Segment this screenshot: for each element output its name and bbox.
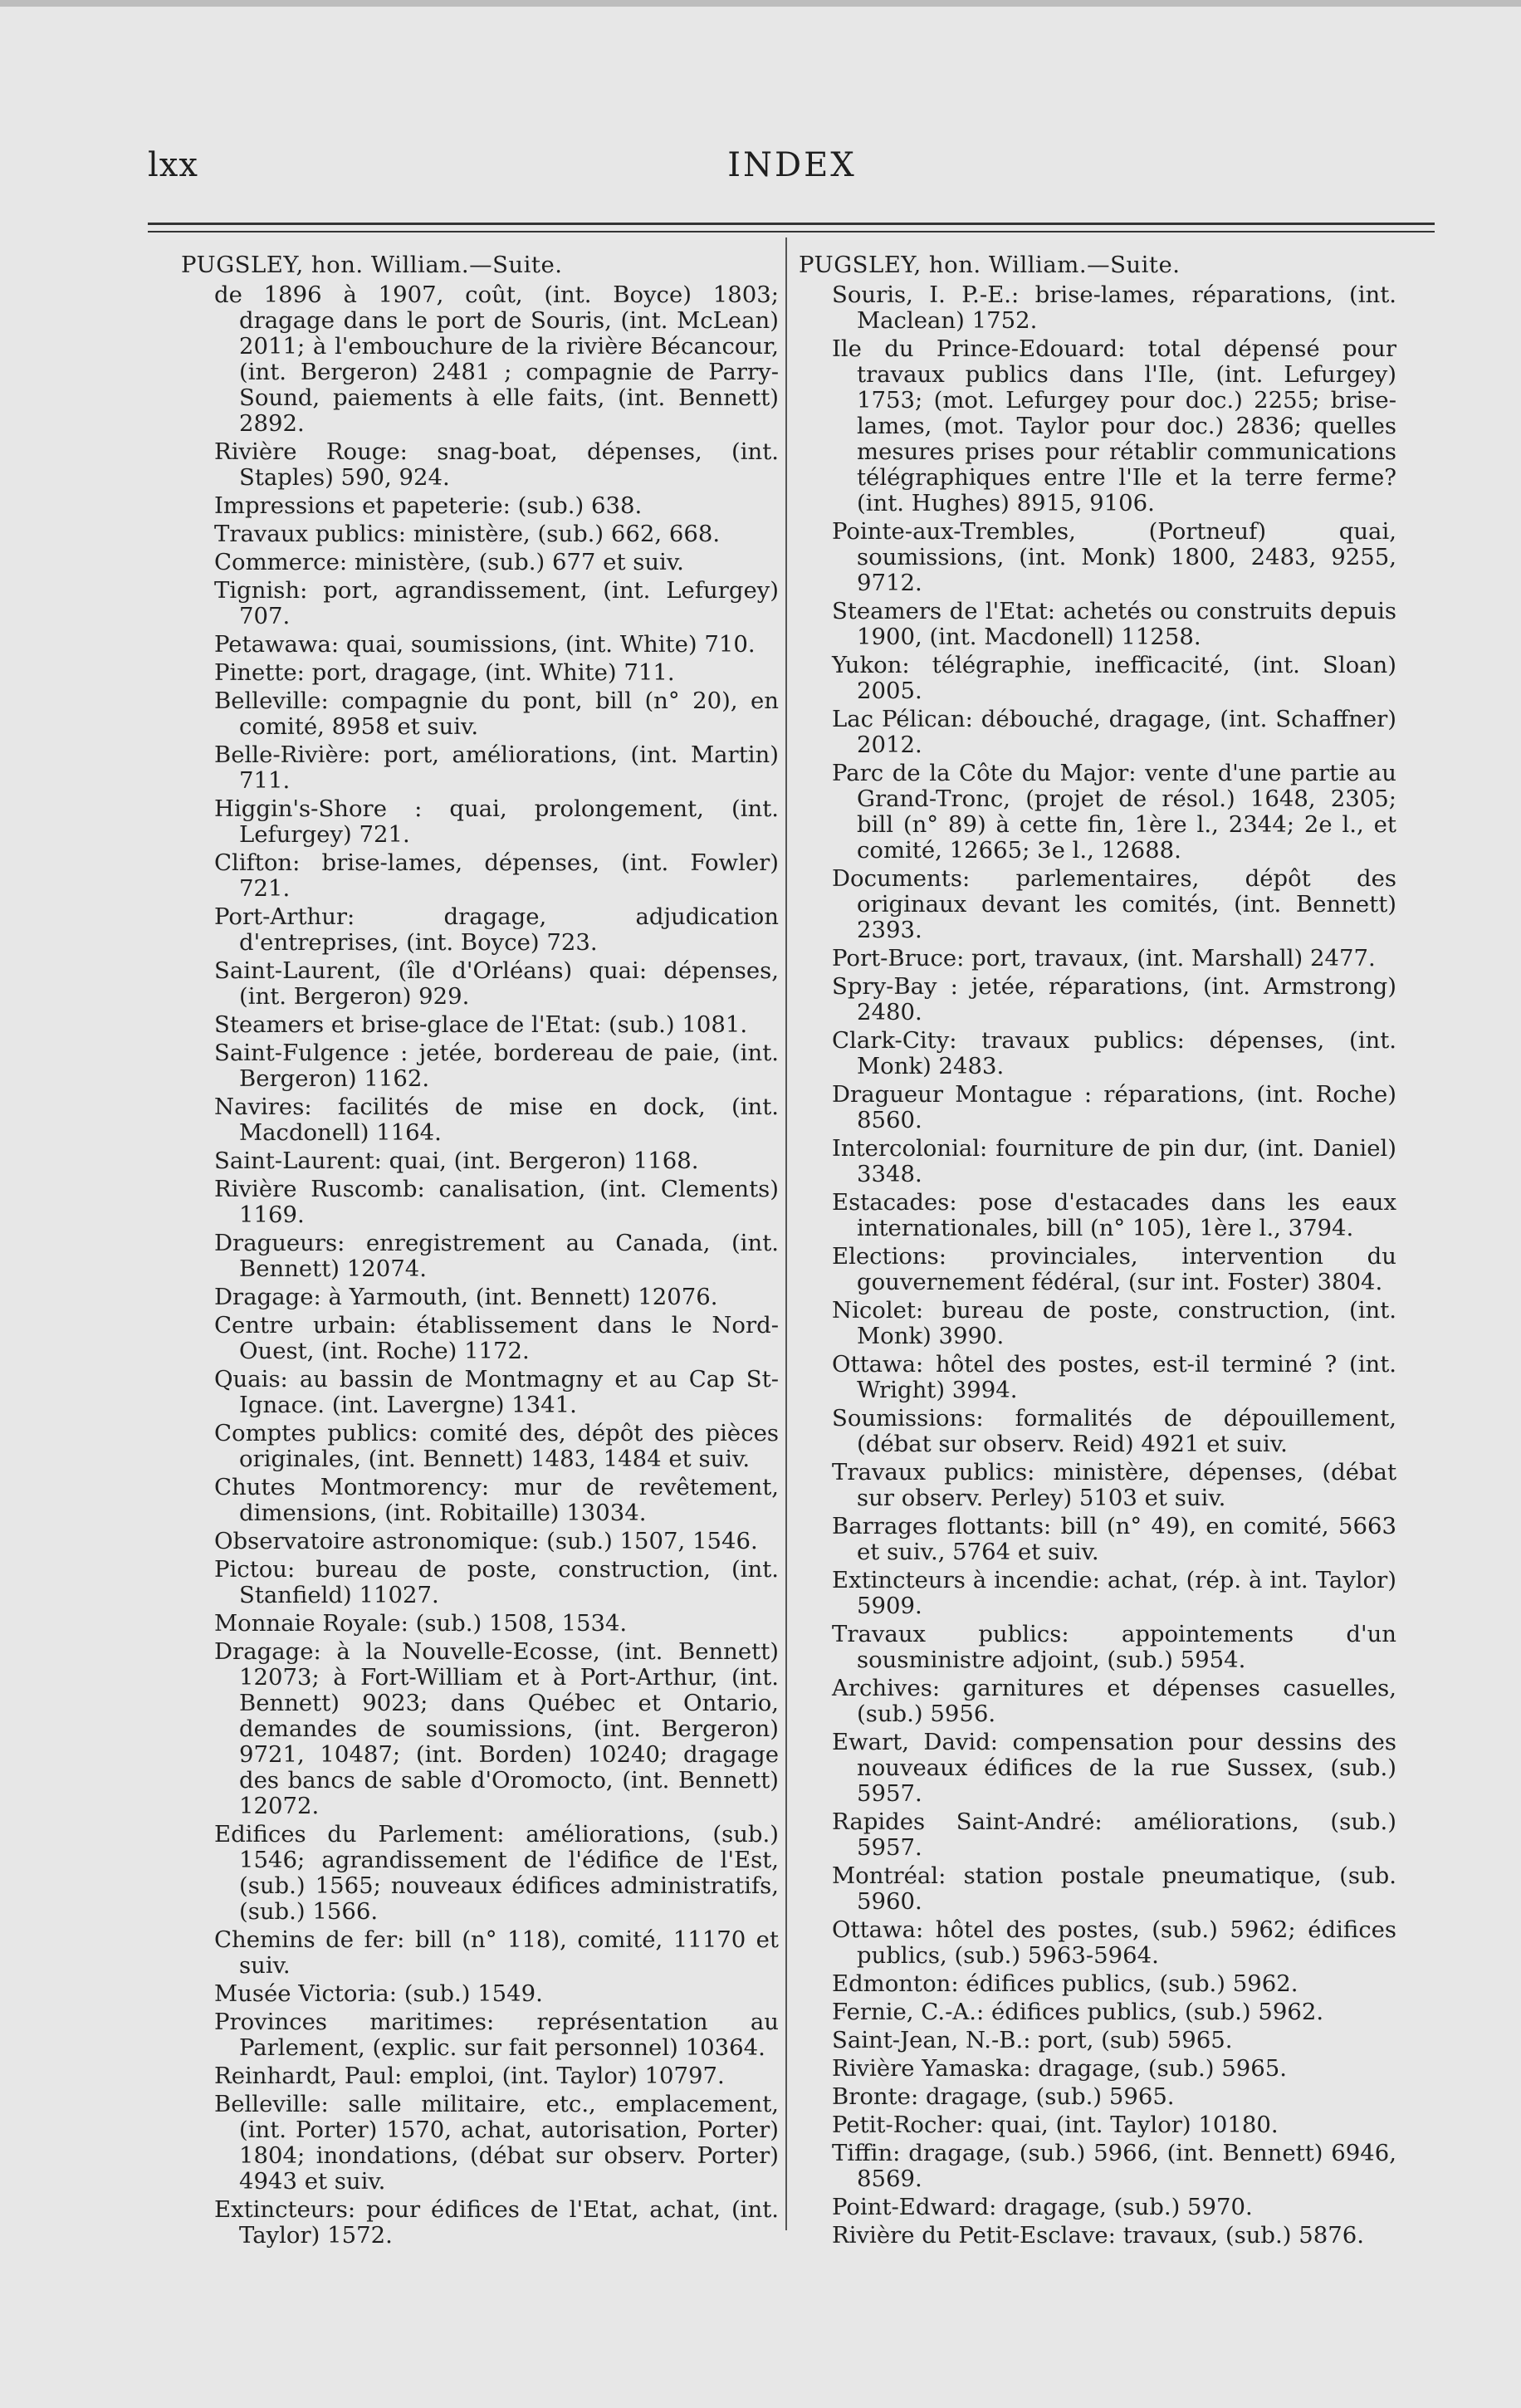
left-column-heading: PUGSLEY, hon. William.—Suite. [181, 252, 563, 278]
index-entry-text: Travaux publics: ministère, (sub.) 662, 668. [214, 521, 721, 547]
index-entry [799, 1514, 1396, 1565]
index-entry [799, 519, 1396, 596]
index-entry-text: Musée Victoria: (sub.) 1549. [214, 1980, 543, 2007]
index-entry-text: Souris, I. P.-E.: brise-lames, réparations, (int. Maclean) 1752. [832, 281, 1396, 334]
index-entry [799, 2056, 1396, 2082]
index-entry-text: Spry-Bay : jetée, réparations, (int. Armstrong) 2480. [832, 973, 1396, 1025]
index-entry-text: Bronte: dragage, (sub.) 5965. [832, 2083, 1175, 2110]
page-number: lxx [148, 146, 198, 184]
index-entry [181, 1611, 779, 1637]
index-entry-text: Dragueur Montague : réparations, (int. Roche) 8560. [832, 1081, 1396, 1133]
index-entry [799, 2223, 1396, 2249]
index-entry-text: Impressions et papeterie: (sub.) 638. [214, 492, 643, 519]
index-entry-text: Monnaie Royale: (sub.) 1508, 1534. [214, 1610, 628, 1637]
right-column [799, 252, 1396, 2251]
index-entry-text: Ottawa: hôtel des postes, (sub.) 5962; édifices publics, (sub.) 5963-5964. [832, 1916, 1396, 1969]
index-entry [181, 1012, 779, 1038]
header-rule-top [148, 223, 1435, 225]
index-entry [181, 578, 779, 629]
index-entry-text: Estacades: pose d'estacades dans les eaux internationales, bill (n° 105), 1ère l., 3794. [832, 1189, 1396, 1241]
index-entry-text: Ottawa: hôtel des postes, est-il terminé ? (int. Wright) 3994. [832, 1351, 1396, 1403]
index-entry [181, 2009, 779, 2061]
index-entry-text: Comptes publics: comité des, dépôt des pièces originales, (int. Bennett) 1483, 1484 et suiv. [214, 1420, 779, 1472]
index-entry-text: Saint-Jean, N.-B.: port, (sub) 5965. [832, 2027, 1233, 2053]
index-entry-text: Centre urbain: établissement dans le Nord-Ouest, (int. Roche) 1172. [214, 1312, 779, 1364]
index-entry-text: Steamers et brise-glace de l'Etat: (sub.) 1081. [214, 1011, 748, 1038]
index-entry-text: Dragage: à la Nouvelle-Ecosse, (int. Bennett) 12073; à Fort-William et à Port-Arthur, (int. Bennett) 9023; dans Québec et Ontario, demandes de soumissions, (int. Bergeron) 9721, 10487; (int. Borden) 10240; dragage des bancs de sable d'Oromocto, (int. Bennett) 12072. [214, 1638, 779, 1819]
index-entry-text: Intercolonial: fourniture de pin dur, (int. Daniel) 3348. [832, 1135, 1396, 1187]
index-entry-text: Petit-Rocher: quai, (int. Taylor) 10180. [832, 2112, 1279, 2138]
index-entry-text: Edifices du Parlement: améliorations, (sub.) 1546; agrandissement de l'édifice de l'Est, (sub.) 1565; nouveaux édifices administratifs, (sub.) 1566. [214, 1821, 779, 1925]
index-entry [181, 521, 779, 547]
index-entry [181, 904, 779, 956]
page-header [148, 146, 1436, 196]
index-entry-text: Rivière Rouge: snag-boat, dépenses, (int. Staples) 590, 924. [214, 438, 779, 491]
index-entry-text: Tignish: port, agrandissement, (int. Lefurgey) 707. [214, 577, 779, 629]
index-entry-text: Observatoire astronomique: (sub.) 1507, 1546. [214, 1528, 758, 1554]
index-entry-text: Chutes Montmorency: mur de revêtement, dimensions, (int. Robitaille) 13034. [214, 1474, 779, 1526]
index-entry-text: Belle-Rivière: port, améliorations, (int. Martin) 711. [214, 741, 779, 794]
index-entry [181, 1313, 779, 1364]
index-entry [799, 599, 1396, 650]
index-entry-text: Clark-City: travaux publics: dépenses, (int. Monk) 2483. [832, 1027, 1396, 1079]
index-entry [181, 439, 779, 491]
index-entry-text: Fernie, C.-A.: édifices publics, (sub.) 5962. [832, 1999, 1324, 2025]
index-entry [181, 282, 779, 437]
index-entry-text: Commerce: ministère, (sub.) 677 et suiv. [214, 549, 684, 575]
index-entry [181, 1040, 779, 1092]
index-entry-text: Port-Bruce: port, travaux, (int. Marshall) 2477. [832, 945, 1376, 972]
index-entry [181, 1367, 779, 1418]
index-entry [799, 1244, 1396, 1295]
index-entry-text: Clifton: brise-lames, dépenses, (int. Fowler) 721. [214, 849, 779, 902]
column-divider [785, 237, 787, 2230]
index-entry [181, 1177, 779, 1228]
index-entry-text: Chemins de fer: bill (n° 118), comité, 11170 et suiv. [214, 1926, 779, 1979]
index-entry [181, 796, 779, 848]
index-entry-text: Rivière Ruscomb: canalisation, (int. Clements) 1169. [214, 1176, 779, 1228]
index-entry-text: Saint-Laurent, (île d'Orléans) quai: dépenses, (int. Bergeron) 929. [214, 957, 779, 1010]
index-entry-text: Barrages flottants: bill (n° 49), en comité, 5663 et suiv., 5764 et suiv. [832, 1513, 1396, 1565]
index-entry-text: Parc de la Côte du Major: vente d'une partie au Grand-Tronc, (projet de résol.) 1648, 2305; bill (n° 89) à cette fin, 1ère l., 2344; 2e l., et comité, 12665; 3e l., 12688. [832, 760, 1396, 864]
index-entry [799, 2195, 1396, 2220]
index-entry [799, 2141, 1396, 2192]
index-entry [181, 1475, 779, 1526]
index-entry [181, 1927, 779, 1979]
left-column [181, 252, 779, 2251]
index-entry [799, 1082, 1396, 1133]
index-entry [799, 1730, 1396, 1807]
right-entry-list [799, 282, 1396, 2249]
index-entry-text: Tiffin: dragage, (sub.) 5966, (int. Bennett) 6946, 8569. [832, 2140, 1396, 2192]
index-entry-text: Saint-Laurent: quai, (int. Bergeron) 1168. [214, 1148, 699, 1174]
index-entry [799, 1622, 1396, 1673]
index-entry-text: Rivière Yamaska: dragage, (sub.) 5965. [832, 2055, 1287, 2082]
index-entry [181, 1231, 779, 1282]
index-entry [181, 1421, 779, 1472]
index-entry-text: Travaux publics: appointements d'un sousministre adjoint, (sub.) 5954. [832, 1621, 1396, 1673]
index-entry-text: Point-Edward: dragage, (sub.) 5970. [832, 2194, 1253, 2220]
index-entry [799, 1863, 1396, 1915]
index-entry-text: Steamers de l'Etat: achetés ou construits depuis 1900, (int. Macdonell) 11258. [832, 598, 1396, 650]
index-entry [181, 742, 779, 794]
index-entry [799, 653, 1396, 704]
index-entry [181, 2092, 779, 2195]
index-entry-text: Port-Arthur: dragage, adjudication d'entreprises, (int. Boyce) 723. [214, 903, 779, 956]
index-entry-text: Dragueurs: enregistrement au Canada, (int. Bennett) 12074. [214, 1230, 779, 1282]
index-entry-text: Nicolet: bureau de poste, construction, (int. Monk) 3990. [832, 1297, 1396, 1349]
page-title: INDEX [727, 146, 857, 184]
index-entry-text: Rapides Saint-André: améliorations, (sub.) 5957. [832, 1808, 1396, 1861]
index-entry [799, 761, 1396, 864]
index-entry [181, 1094, 779, 1146]
index-entry-text: Belleville: compagnie du pont, bill (n° 20), en comité, 8958 et suiv. [214, 688, 779, 740]
index-entry [181, 550, 779, 575]
index-entry [799, 1999, 1396, 2025]
index-entry [181, 958, 779, 1010]
index-entry [799, 866, 1396, 943]
index-entry-text: Edmonton: édifices publics, (sub.) 5962. [832, 1970, 1298, 1997]
index-entry-text: Navires: facilités de mise en dock, (int. Macdonell) 1164. [214, 1094, 779, 1146]
index-entry [799, 1352, 1396, 1403]
index-entry [799, 1298, 1396, 1349]
index-entry [799, 1971, 1396, 1997]
index-entry [799, 1190, 1396, 1241]
index-entry-text: Petawawa: quai, soumissions, (int. White) 710. [214, 631, 756, 658]
index-entry [181, 1557, 779, 1608]
index-entry [181, 688, 779, 740]
index-entry [181, 1639, 779, 1819]
index-entry-text: Montréal: station postale pneumatique, (sub. 5960. [832, 1862, 1396, 1915]
index-entry-text: Elections: provinciales, intervention du gouvernement fédéral, (sur int. Foster) 3804. [832, 1243, 1396, 1295]
header-rule-bottom [148, 231, 1435, 232]
index-entry-text: Documents: parlementaires, dépôt des originaux devant les comités, (int. Bennett) 2393. [832, 865, 1396, 943]
index-entry [181, 2197, 779, 2249]
index-entry [799, 1809, 1396, 1861]
index-entry [799, 1136, 1396, 1187]
index-entry [181, 493, 779, 519]
index-entry [799, 1676, 1396, 1727]
index-entry [799, 2084, 1396, 2110]
index-entry [181, 1529, 779, 1554]
index-entry-text: Higgin's-Shore : quai, prolongement, (int. Lefurgey) 721. [214, 795, 779, 848]
index-entry [799, 974, 1396, 1025]
index-entry-text: Rivière du Petit-Esclave: travaux, (sub.) 5876. [832, 2222, 1364, 2249]
index-entry-text: Provinces maritimes: représentation au Parlement, (explic. sur fait personnel) 10364. [214, 2009, 779, 2061]
left-entry-list [181, 282, 779, 2249]
index-entry-text: Archives: garnitures et dépenses casuelles, (sub.) 5956. [832, 1675, 1396, 1727]
index-entry-text: Pointe-aux-Trembles, (Portneuf) quai, soumissions, (int. Monk) 1800, 2483, 9255, 9712. [832, 518, 1396, 596]
index-entry [799, 336, 1396, 516]
index-entry [799, 1568, 1396, 1619]
index-entry [799, 946, 1396, 972]
index-entry-text: Soumissions: formalités de dépouillement, (débat sur observ. Reid) 4921 et suiv. [832, 1405, 1396, 1457]
index-entry-text: Travaux publics: ministère, dépenses, (débat sur observ. Perley) 5103 et suiv. [832, 1459, 1396, 1511]
index-entry-text: Extincteurs: pour édifices de l'Etat, achat, (int. Taylor) 1572. [214, 2196, 779, 2249]
index-entry-text: Dragage: à Yarmouth, (int. Bennett) 12076. [214, 1284, 718, 1310]
index-entry [799, 1028, 1396, 1079]
index-entry [181, 632, 779, 658]
index-entry-text: Pinette: port, dragage, (int. White) 711. [214, 659, 675, 686]
index-entry [799, 1460, 1396, 1511]
index-entry [799, 707, 1396, 758]
index-entry [181, 1981, 779, 2007]
index-entry [181, 1285, 779, 1310]
index-entry-text: Saint-Fulgence : jetée, bordereau de paie, (int. Bergeron) 1162. [214, 1040, 779, 1092]
index-entry-text: de 1896 à 1907, coût, (int. Boyce) 1803; dragage dans le port de Souris, (int. McLean) 2011; à l'embouchure de la rivière Bécancour, (int. Bergeron) 2481 ; compagnie de Parry-Sound, paiements à elle faits, (int. Bennett) 2892. [214, 281, 779, 437]
index-entry [799, 2028, 1396, 2053]
index-entry [181, 660, 779, 686]
index-entry [181, 850, 779, 902]
index-entry-text: Yukon: télégraphie, inefficacité, (int. Sloan) 2005. [832, 652, 1396, 704]
index-entry-text: Lac Pélican: débouché, dragage, (int. Schaffner) 2012. [832, 706, 1396, 758]
index-entry-text: Belleville: salle militaire, etc., emplacement, (int. Porter) 1570, achat, autorisation, Porter) 1804; inondations, (débat sur observ. Porter) 4943 et suiv. [214, 2091, 779, 2195]
scan-top-edge [0, 0, 1521, 7]
index-entry-text: Reinhardt, Paul: emploi, (int. Taylor) 10797. [214, 2063, 725, 2089]
index-entry-text: Quais: au bassin de Montmagny et au Cap St-Ignace. (int. Lavergne) 1341. [214, 1366, 779, 1418]
index-entry-text: Ile du Prince-Edouard: total dépensé pour travaux publics dans l'Ile, (int. Lefurgey) 1753; (mot. Lefurgey pour doc.) 2255; brise-lames, (mot. Taylor pour doc.) 2836; quelles mesures prises pour rétablir communications télégraphiques entre l'Ile et la terre ferme? (int. Hughes) 8915, 9106. [832, 335, 1396, 516]
index-entry [799, 1917, 1396, 1969]
index-entry-text: Ewart, David: compensation pour dessins des nouveaux édifices de la rue Sussex, (sub.) 5957. [832, 1729, 1396, 1807]
index-entry-text: Extincteurs à incendie: achat, (rép. à int. Taylor) 5909. [832, 1567, 1396, 1619]
index-entry-text: Pictou: bureau de poste, construction, (int. Stanfield) 11027. [214, 1556, 779, 1608]
index-entry [181, 1822, 779, 1925]
index-entry [799, 2112, 1396, 2138]
right-column-heading: PUGSLEY, hon. William.—Suite. [799, 252, 1181, 278]
index-entry [799, 1406, 1396, 1457]
index-entry [799, 282, 1396, 334]
index-entry [181, 2063, 779, 2089]
index-entry [181, 1148, 779, 1174]
